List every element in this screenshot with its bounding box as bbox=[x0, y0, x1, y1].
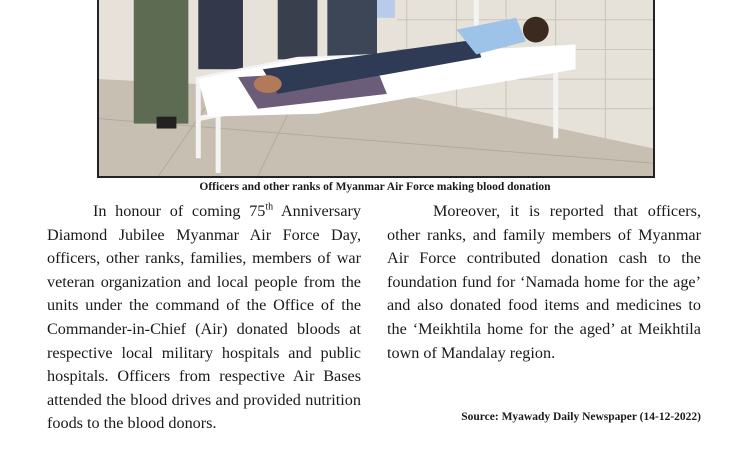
source-credit: Source: Myawady Daily Newspaper (14-12-2022) bbox=[461, 411, 701, 423]
blood-donation-photo bbox=[97, 0, 655, 178]
article-paragraph-1 bbox=[47, 200, 361, 436]
article-paragraph-2: Moreover, it is reported that officers, other ranks, and family members of Myanmar Air Force contributed donation cash to the foundation fund for ‘Namada home for the age’ and also donated food items and medicines to the ‘Meikhtila home for the aged’ at Meikhtila town of Mandalay region. bbox=[387, 202, 701, 362]
ordinal-suffix: th bbox=[265, 201, 274, 213]
para1-start: In honour of coming 75 bbox=[93, 202, 266, 220]
para1-rest: Anniversary Diamond Jubilee Myanmar Air Force Day, officers, other ranks, families, members of war veteran organization and local people from the units under the command of the Office of the Commander-in-Chief (Air) donated bloods at respective local military hospitals and public hospitals. Officers from respective Air Bases attended the blood drives and provided nutrition foods to the blood donors. bbox=[47, 202, 361, 433]
photo-illustration bbox=[99, 0, 653, 176]
photo-caption: Officers and other ranks of Myanmar Air Force making blood donation bbox=[199, 181, 551, 193]
article-column-left bbox=[47, 200, 361, 436]
article-column-right bbox=[387, 200, 701, 365]
